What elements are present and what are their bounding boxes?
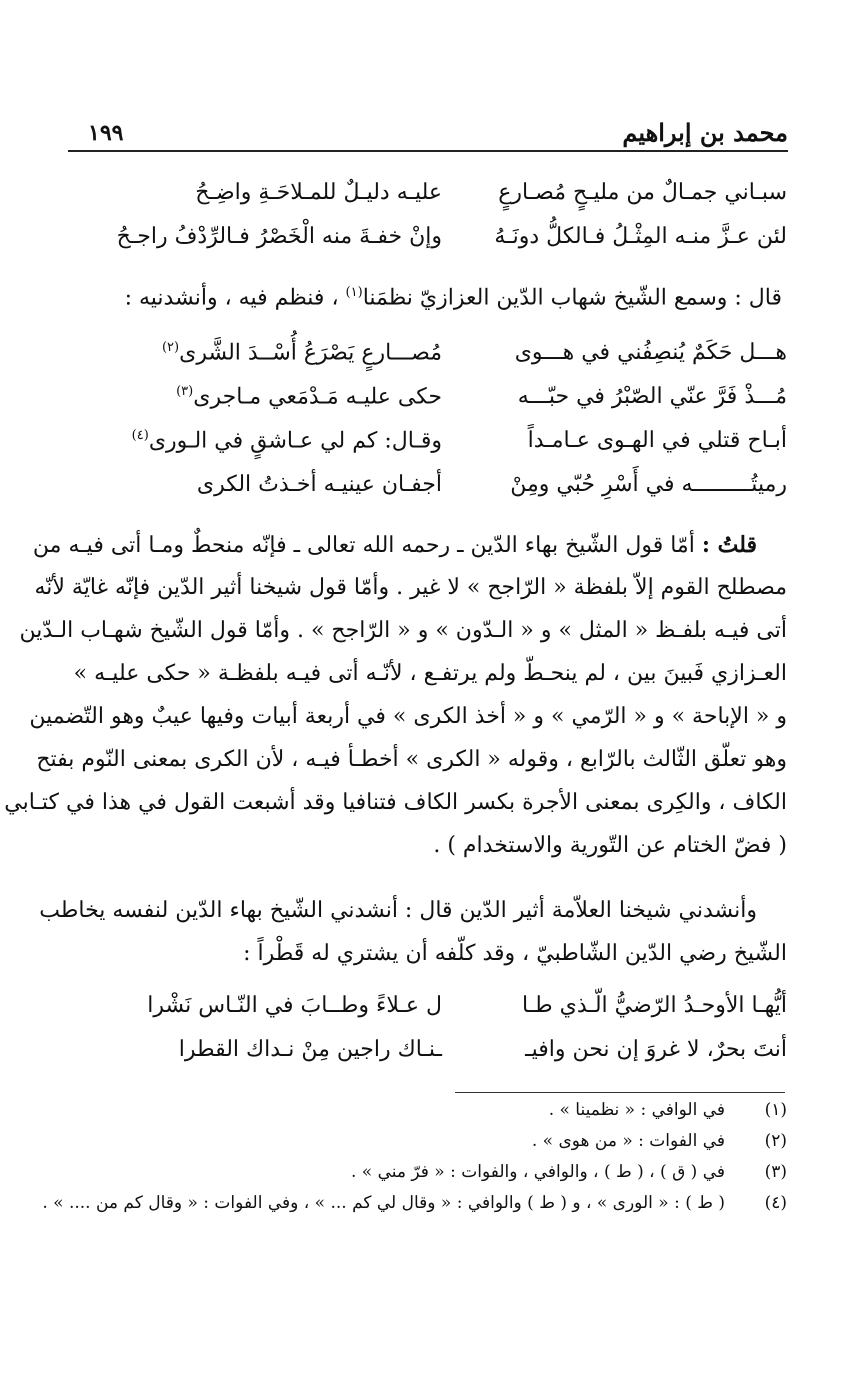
footnote-text: في ( ق ) ، ( ط ) ، والوافي ، والفوات : « فرّ مني » . [350,1162,725,1182]
verse-line [107,993,787,1033]
footnote-divider [455,1092,785,1093]
footnote-ref: (٢) [161,340,180,355]
verse-second-hemistich: أجفـان عينيـه أخـذتُ الكرى [196,472,442,497]
verse-first-hemistich: لئن عـزَّ منـه المِثْـلُ فـالكلُّ دونَـهُ [494,224,787,249]
verse-second-hemistich: حكى عليـه مَـدْمَعي مـاجرى [193,384,442,410]
verse-first-hemistich: رميتُـــــــــه في أَسْرِ حُبّي ومِنْ [510,472,787,497]
header-title: محمد بن إبراهيم [622,118,788,147]
verse-line [107,180,787,220]
verse-line [107,384,787,424]
verse-first-hemistich: مُـــذْ فَرَّ عنّي الصّبْرُ في حبّـــه [517,384,787,409]
footnote-text: في الوافي : « نظمينا » . [548,1100,725,1120]
verse-line [107,224,787,264]
running-header [70,118,788,152]
verse-second-hemistich: مُصـــارعٍ يَصْرَعُ أُسْــدَ الشَّرى [179,340,442,366]
footnote-number: (٢) [764,1131,787,1151]
footnote-ref: (٤) [131,428,149,443]
footnote-text: ( ط ) : « الورى » ، و ( ط ) والوافي : « وقال لي كم ... » ، وفي الفوات : « وقال كم من .... » . [42,1193,725,1213]
paragraph-line: أتى فيـه بلفـظ « المثل » و « الـدّون » و « الرّاجح » . وأمّا قول الشّيخ شهـاب الـدّين [19,618,787,643]
paragraph-line: وهو تعلّق الثّالث بالرّابع ، وقوله « الكرى » أخطـأ فيـه ، لأن الكرى بمعنى النّوم بفتح [36,747,787,772]
intro-text: قال : وسمع الشّيخ شهاب الدّين العزازيّ نظمَنا [362,285,782,311]
footnote [87,1131,787,1159]
footnote-ref: (١) [345,285,363,300]
verse-line [107,472,787,512]
footnote [42,1193,787,1221]
footnote [87,1162,787,1190]
footnote-text: في الفوات : « من هوى » . [531,1131,725,1151]
verse-line [107,428,787,468]
paragraph-text: أمّا قول الشّيخ بهاء الدّين ـ رحمه الله تعالى ـ فإنّه منحطٌ ومـا أتى فيـه من [32,533,702,558]
footnote-number: (١) [764,1100,787,1120]
header-divider [68,150,788,152]
paragraph-line [32,532,757,558]
paragraph-line: وأنشدني شيخنا العلاّمة أثير الدّين قال : أنشدني الشّيخ بهاء الدّين لنفسه يخاطب [39,898,757,923]
intro-line [82,285,782,310]
verse-first-hemistich: أبـاح قتلي في الهـوى عـامـداً [527,428,787,453]
footnote-number: (٣) [764,1162,787,1182]
page-number: ١٩٩ [88,120,124,146]
verse-first-hemistich: سبـاني جمـالٌ من مليـحٍ مُصـارعٍ [498,180,787,205]
intro-text-end: ، فنظم فيه ، وأنشدنيه : [124,285,346,311]
footnote-ref: (٣) [176,384,194,399]
verse-line [107,1037,787,1077]
verse-second-hemistich: عليـه دليـلٌ للمـلاحَـةِ واضِـحُ [195,180,442,205]
verse-line [107,340,787,380]
paragraph-line: العـزازي فَبينَ بين ، لم ينحـطّ ولم يرتفـع ، لأنّـه أتى فيـه بلفظـة « حكى عليـه » [73,661,787,686]
paragraph-line: الكاف ، والكِرى بمعنى الأجرة بكسر الكاف فتنافيا وقد أشبعت القول في هذا في كتـابي [4,790,787,815]
verse-second-hemistich: ل عـلاءً وطــابَ في النّـاس نَشْرا [147,993,442,1018]
verse-first-hemistich: أيُّهـا الأوحـدُ الرّضيُّ الّـذي طـا [521,993,787,1018]
paragraph-line: ( فضّ الختام عن التّورية والاستخدام ) . [433,833,787,858]
paragraph-line: الشّيخ رضي الدّين الشّاطبيّ ، وقد كلّفه أن يشتري له قَطْراً : [243,941,787,966]
paragraph-lead: قلتُ : [701,532,757,558]
verse-first-hemistich: أنتَ بحرٌ، لا غروَ إن نحن وافيـ [525,1037,787,1062]
footnote [87,1100,787,1128]
verse-first-hemistich: هـــل حَكَمٌ يُنصِفُني في هـــوى [514,340,787,365]
verse-second-hemistich: ـنـاك راجين مِنْ نـداك القطرا [178,1037,442,1062]
paragraph-line: مصطلح القوم إلاّ بلفظة « الرّاجح » لا غير . وأمّا قول شيخنا أثير الدّين فإنّه غايّة لأنّه [34,575,787,600]
paragraph-line: و « الإباحة » و « الرّمي » و « أخذ الكرى » في أربعة أبيات وفيها عيبٌ وهو التّضمين [29,704,787,729]
footnote-number: (٤) [764,1193,787,1213]
verse-second-hemistich: وإنْ خفـةَ منه الْخَصْرُ فـالرِّدْفُ راجـحُ [116,224,442,249]
verse-second-hemistich: وقـال: كم لي عـاشقٍ في الـورى [148,428,442,454]
